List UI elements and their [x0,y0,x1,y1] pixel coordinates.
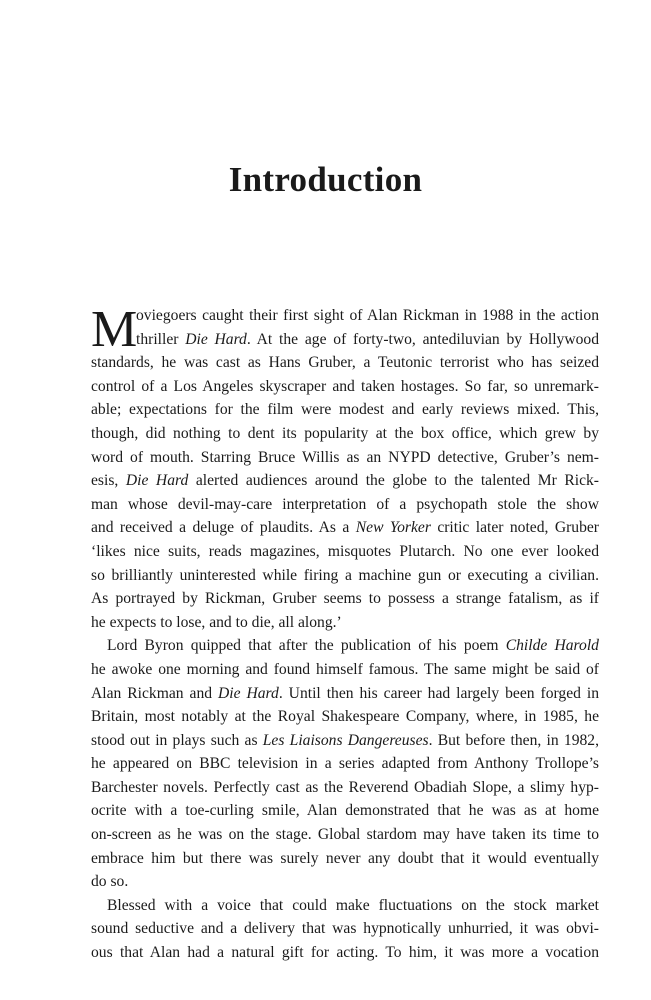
text-line: control of a Los Angeles skyscraper and taken hostages. So far, so unremark- [91,377,599,395]
drop-cap: M [91,301,138,358]
body-text [91,301,600,965]
text-line: on-screen as he was on the stage. Global stardom may have taken its time to [91,826,599,844]
text-line: so brilliantly uninterested while firing a machine gun or executing a civilian. [91,566,599,584]
text-line: though, did nothing to dent its popularity at the box office, which grew by [91,424,599,442]
text-line: esis, Die Hard alerted audiences around the globe to the talented Mr Rick- [91,472,599,490]
text-line: thriller Die Hard. At the age of forty-two, antediluvian by Hollywood [136,330,599,348]
text-line: he awoke one morning and found himself famous. The same might be said of [91,660,599,678]
text-line: man whose devil-may-care interpretation of a psychopath stole the show [91,495,599,513]
text-line: word of mouth. Starring Bruce Willis as an NYPD detective, Gruber’s nem- [91,448,599,466]
text-line: do so. [91,873,129,891]
text-line: he expects to lose, and to die, all along.’ [91,613,342,631]
text-line: embrace him but there was surely never any doubt that it would eventually [91,849,599,867]
text-line: stood out in plays such as Les Liaisons Dangereuses. But before then, in 1982, [91,731,599,749]
text-line: Britain, most notably at the Royal Shakespeare Company, where, in 1985, he [91,708,599,726]
text-line: As portrayed by Rickman, Gruber seems to possess a strange fatalism, as if [91,590,599,608]
text-line: ocrite with a toe-curling smile, Alan demonstrated that he was as at home [91,802,599,820]
text-line: oviegoers caught their first sight of Alan Rickman in 1988 in the action [136,307,599,324]
text-line: standards, he was cast as Hans Gruber, a Teutonic terrorist who has seized [91,354,599,372]
text-line: he appeared on BBC television in a series adapted from Anthony Trollope’s [91,755,599,773]
text-line: Alan Rickman and Die Hard. Until then his career had largely been forged in [91,684,600,702]
text-line: and received a deluge of plaudits. As a New Yorker critic later noted, Gruber [91,519,599,537]
text-line: ‘likes nice suits, reads magazines, misquotes Plutarch. No one ever looked [91,542,599,560]
text-line: Blessed with a voice that could make fluctuations on the stock market [107,896,599,914]
text-line: ous that Alan had a natural gift for acting. To him, it was more a vocation [91,944,599,962]
text-line: Lord Byron quipped that after the publication of his poem Childe Harold [107,637,599,655]
text-line: able; expectations for the film were modest and early reviews mixed. This, [91,401,599,419]
chapter-title: Introduction [228,160,423,199]
text-line: sound seductive and a delivery that was hypnotically unhurried, it was obvi- [91,920,599,938]
text-line: Barchester novels. Perfectly cast as the Reverend Obadiah Slope, a slimy hyp- [91,778,599,796]
